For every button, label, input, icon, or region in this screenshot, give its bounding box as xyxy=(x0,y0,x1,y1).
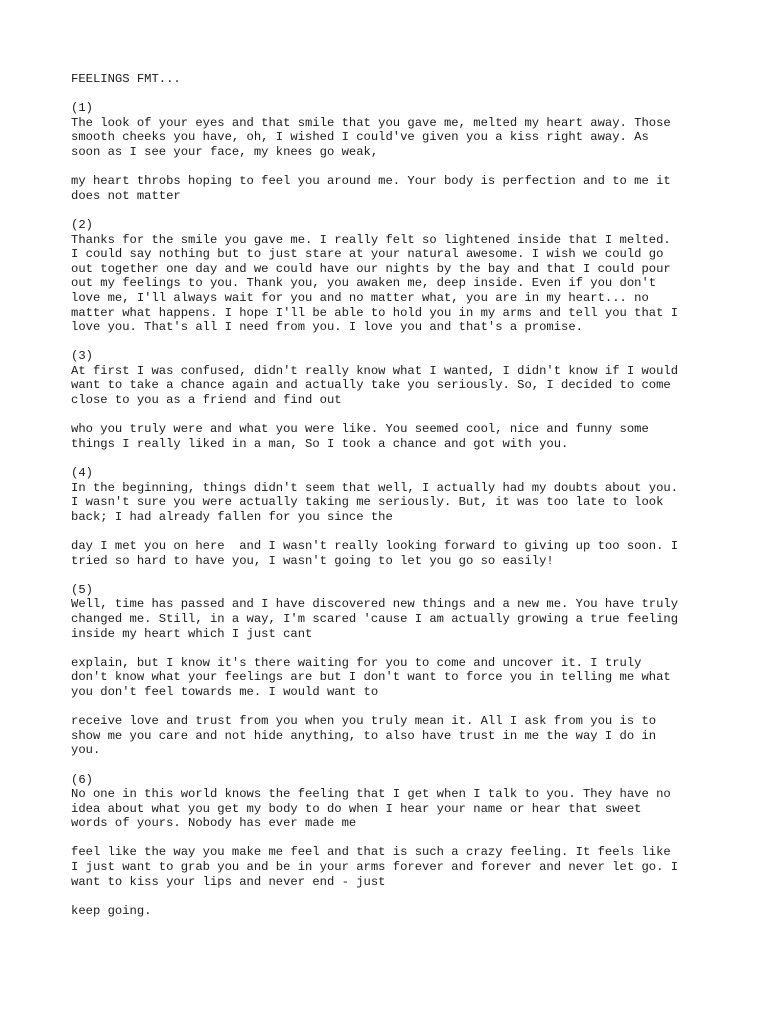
paragraph xyxy=(71,174,711,203)
text-line: you don't feel towards me. I would want to xyxy=(71,684,379,699)
text-line: show me you care and not hide anything, to also have trust in me the way I do in xyxy=(71,728,657,743)
paragraph-gap xyxy=(71,889,711,904)
text-line: (1) xyxy=(71,101,93,116)
text-line: Thanks for the smile you gave me. I really felt so lightened inside that I melted. xyxy=(71,232,671,247)
text-line: (4) xyxy=(71,466,93,481)
text-line: The look of your eyes and that smile that you gave me, melted my heart away. Those xyxy=(71,115,671,130)
text-line: you. xyxy=(71,743,101,758)
text-line: want to take a chance again and actually take you seriously. So, I decided to come xyxy=(71,378,671,393)
paragraph xyxy=(71,349,711,407)
text-line: In the beginning, things didn't seem that well, I actually had my doubts about you. xyxy=(71,480,679,495)
paragraph-gap xyxy=(71,758,711,773)
text-line: I wasn't sure you were actually taking me seriously. But, it was too late to look xyxy=(71,495,664,510)
text-line: changed me. Still, in a way, I'm scared 'cause I am actually growing a true feeling xyxy=(71,611,679,626)
text-line: (5) xyxy=(71,582,93,597)
text-line: things I really liked in a man, So I took a chance and got with you. xyxy=(71,436,569,451)
paragraph-gap xyxy=(71,831,711,846)
paragraph xyxy=(71,218,711,335)
text-line: No one in this world knows the feeling that I get when I talk to you. They have no xyxy=(71,787,671,802)
paragraph-gap xyxy=(71,451,711,466)
text-line: words of yours. Nobody has ever made me xyxy=(71,816,357,831)
paragraph xyxy=(71,539,711,568)
paragraph xyxy=(71,422,711,451)
paragraph-gap xyxy=(71,203,711,218)
text-line: tried so hard to have you, I wasn't going to let you go so easily! xyxy=(71,553,554,568)
text-line: I could say nothing but to just stare at your natural awesome. I wish we could go xyxy=(71,247,664,262)
paragraph xyxy=(71,773,711,831)
text-line: matter what happens. I hope I'll be able to hold you in my arms and tell you that I xyxy=(71,305,679,320)
paragraph-gap xyxy=(71,568,711,583)
text-line: I just want to grab you and be in your arms forever and forever and never let go. I xyxy=(71,860,679,875)
paragraph-gap xyxy=(71,87,711,102)
paragraph xyxy=(71,904,711,919)
text-line: feel like the way you make me feel and that is such a crazy feeling. It feels like xyxy=(71,845,671,860)
document-body xyxy=(71,72,711,918)
document-title: FEELINGS FMT... xyxy=(71,72,181,86)
paragraph xyxy=(71,101,711,159)
text-line: (3) xyxy=(71,349,93,364)
text-line: don't know what your feelings are but I don't want to force you in telling me what xyxy=(71,670,671,685)
text-line: inside my heart which I just cant xyxy=(71,626,313,641)
text-line: my heart throbs hoping to feel you around me. Your body is perfection and to me it xyxy=(71,174,671,189)
text-line: want to kiss your lips and never end - just xyxy=(71,874,386,889)
paragraph xyxy=(71,466,711,524)
paragraph xyxy=(71,656,711,700)
paragraph xyxy=(71,714,711,758)
text-line: soon as I see your face, my knees go weak, xyxy=(71,144,379,159)
text-line: who you truly were and what you were like. You seemed cool, nice and funny some xyxy=(71,422,649,437)
text-line: smooth cheeks you have, oh, I wished I could've given you a kiss right away. As xyxy=(71,130,649,145)
text-line: close to you as a friend and find out xyxy=(71,393,342,408)
text-line: At first I was confused, didn't really know what I wanted, I didn't know if I would xyxy=(71,363,679,378)
text-line: Well, time has passed and I have discovered new things and a new me. You have truly xyxy=(71,597,679,612)
text-line: (6) xyxy=(71,772,93,787)
text-line: out my feelings to you. Thank you, you awaken me, deep inside. Even if you don't xyxy=(71,276,657,291)
text-line: idea about what you get my body to do when I hear your name or hear that sweet xyxy=(71,801,642,816)
text-line: keep going. xyxy=(71,903,152,918)
paragraph-gap xyxy=(71,160,711,175)
paragraph xyxy=(71,845,711,889)
paragraph-list xyxy=(71,101,711,918)
text-line: love you. That's all I need from you. I love you and that's a promise. xyxy=(71,320,583,335)
text-line: does not matter xyxy=(71,188,181,203)
text-line: receive love and trust from you when you truly mean it. All I ask from you is to xyxy=(71,714,657,729)
text-line: out together one day and we could have our nights by the bay and that I could pour xyxy=(71,261,671,276)
paragraph-gap xyxy=(71,641,711,656)
text-line: love me, I'll always wait for you and no matter what, you are in my heart... no xyxy=(71,290,649,305)
text-line: back; I had already fallen for you since the xyxy=(71,509,393,524)
text-line: explain, but I know it's there waiting for you to come and uncover it. I truly xyxy=(71,655,642,670)
paragraph-gap xyxy=(71,524,711,539)
text-line: (2) xyxy=(71,217,93,232)
text-line: day I met you on here and I wasn't really looking forward to giving up too soon. I xyxy=(71,539,679,553)
paragraph-gap xyxy=(71,700,711,715)
paragraph-gap xyxy=(71,408,711,423)
paragraph-gap xyxy=(71,335,711,350)
paragraph xyxy=(71,583,711,641)
